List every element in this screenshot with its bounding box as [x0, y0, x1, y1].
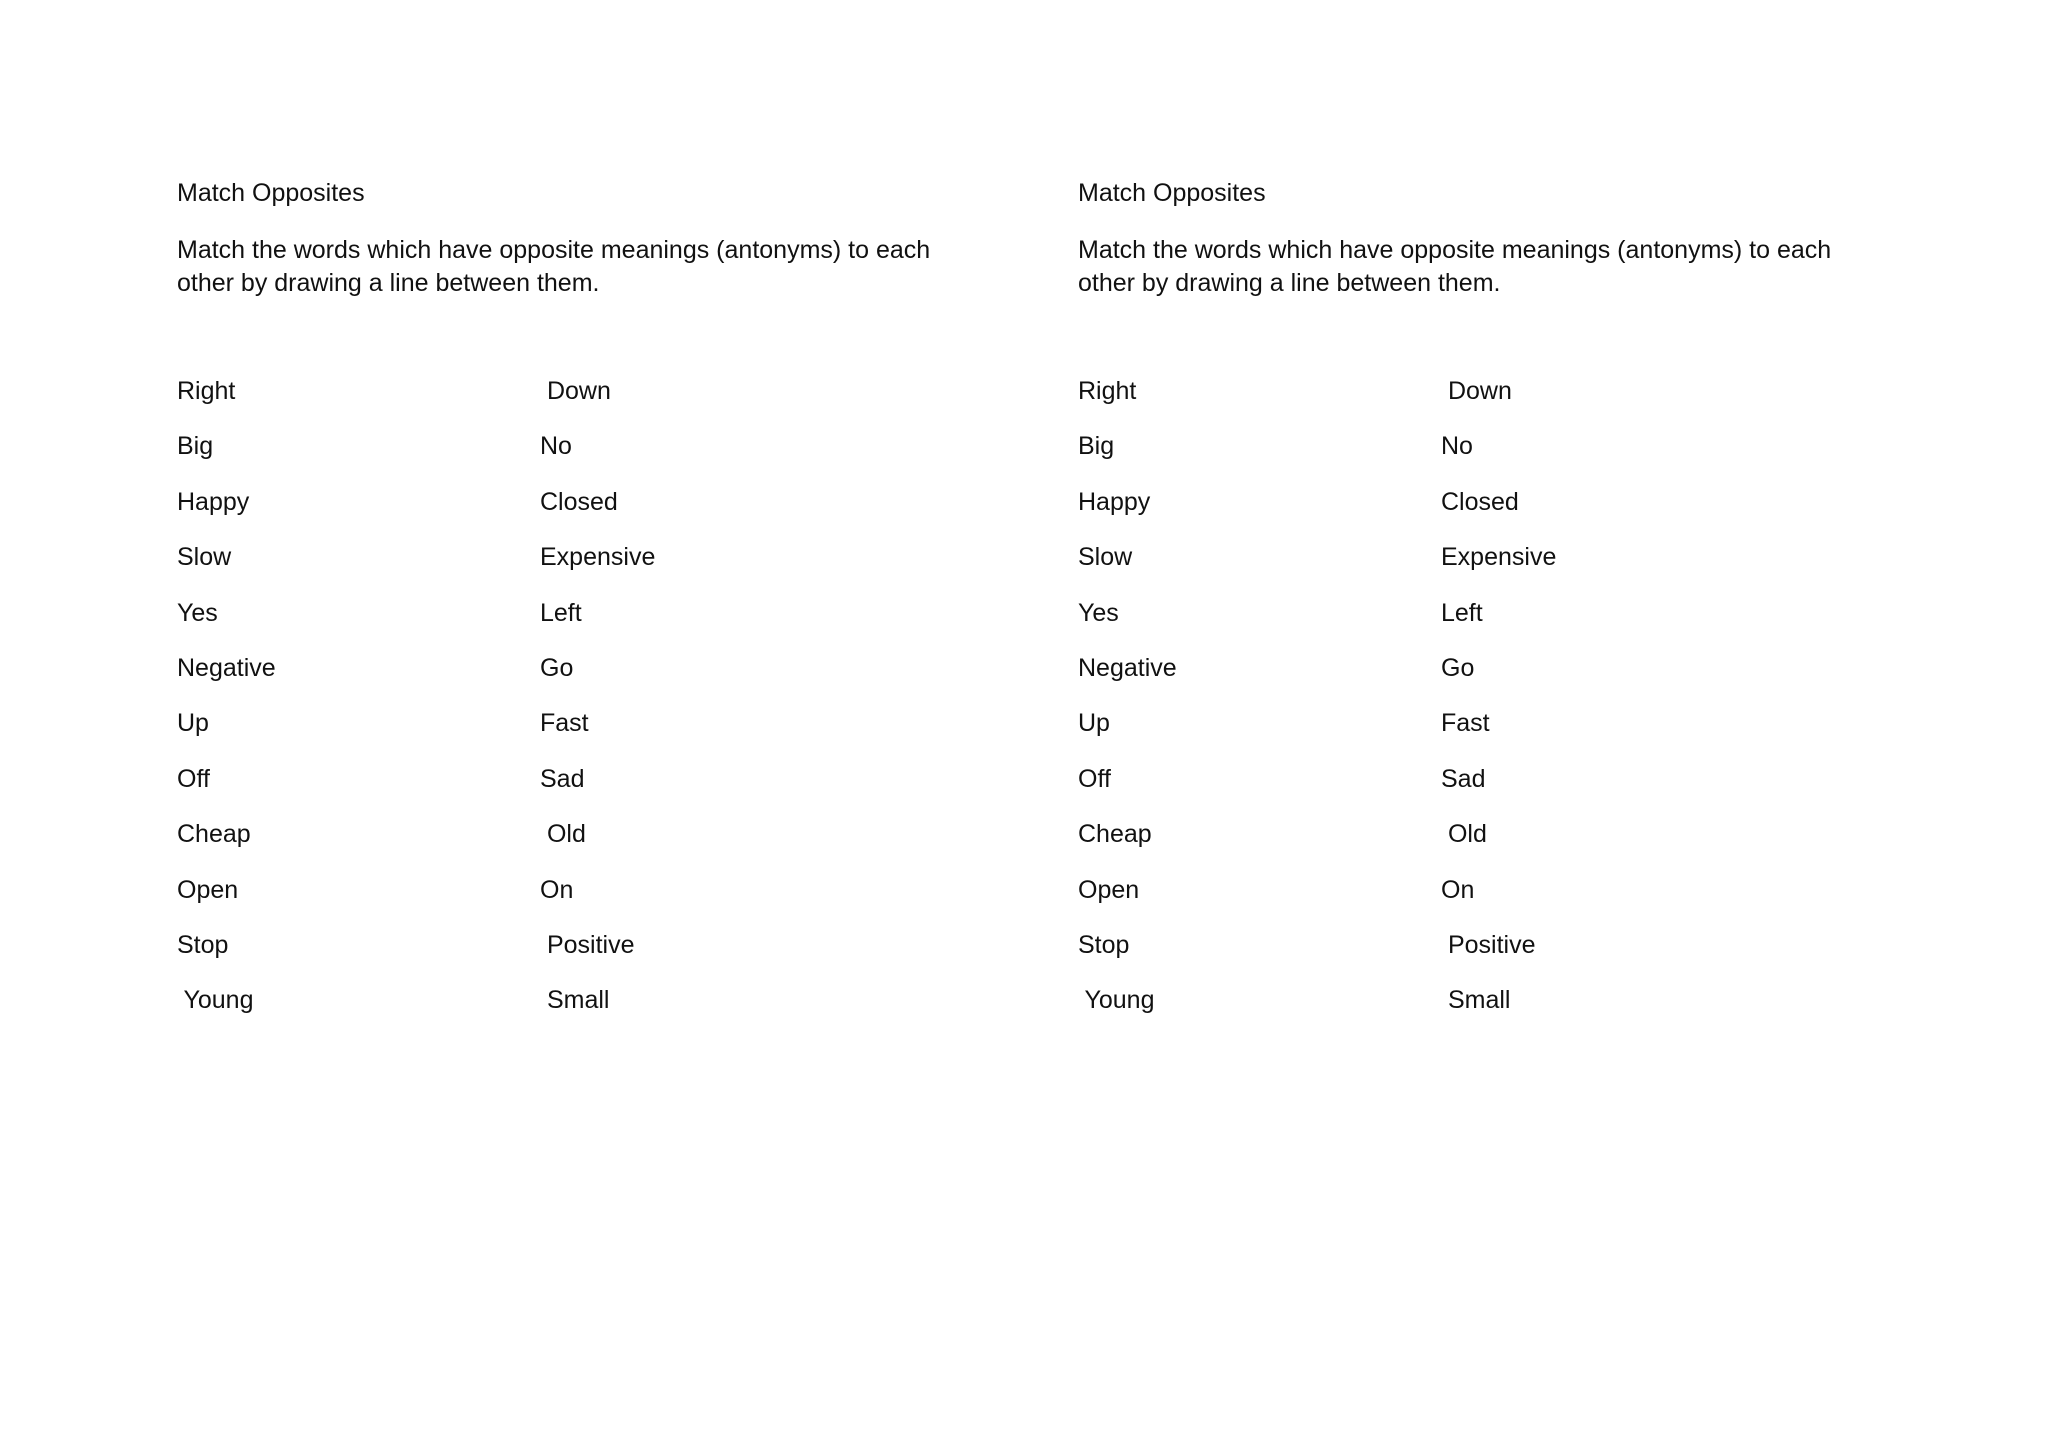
left-word: Right	[1078, 377, 1137, 405]
left-word: Happy	[1078, 487, 1151, 516]
left-word: Up	[177, 709, 209, 738]
left-word: Slow	[177, 543, 232, 572]
left-word: Big	[1078, 432, 1115, 461]
word-pair-row	[177, 542, 977, 597]
word-pair-row	[1078, 487, 1878, 542]
right-word: No	[540, 432, 572, 461]
right-word: Go	[540, 653, 574, 682]
word-pair-row	[177, 764, 977, 819]
word-pair-row	[1078, 376, 1878, 431]
left-word: Cheap	[177, 820, 251, 849]
left-word: Yes	[1078, 598, 1119, 627]
word-pair-row	[1078, 985, 1878, 1040]
word-pair-row	[177, 376, 977, 431]
left-word: Up	[1078, 709, 1110, 738]
word-pair-row	[177, 598, 977, 653]
word-pair-row	[1078, 653, 1878, 708]
right-word: Small	[540, 986, 610, 1015]
right-word: Expensive	[1441, 543, 1557, 572]
word-pairs-list	[1078, 376, 1878, 1041]
worksheet-title: Match Opposites	[177, 179, 365, 207]
word-pair-row	[1078, 598, 1878, 653]
right-word: Left	[1441, 598, 1483, 627]
worksheet-instructions: Match the words which have opposite meanings (antonyms) to each other by drawing a line between them.	[1078, 236, 1832, 297]
word-pair-row	[1078, 431, 1878, 486]
left-word: Negative	[177, 653, 276, 682]
word-pair-row	[1078, 764, 1878, 819]
left-word: Open	[1078, 875, 1140, 904]
left-word: Happy	[177, 487, 250, 516]
right-word: Old	[1441, 820, 1487, 849]
right-word: Sad	[1441, 764, 1486, 793]
right-word: Fast	[1441, 709, 1490, 738]
left-word: Stop	[1078, 930, 1130, 959]
right-word: Fast	[540, 709, 589, 738]
right-word: Left	[540, 598, 582, 627]
word-pair-row	[177, 708, 977, 763]
word-pair-row	[177, 653, 977, 708]
worksheet-left	[177, 178, 977, 1041]
left-word: Young	[177, 986, 254, 1015]
right-word: On	[540, 875, 574, 904]
right-word: Positive	[1441, 930, 1536, 959]
word-pair-row	[177, 431, 977, 486]
word-pair-row	[1078, 542, 1878, 597]
right-word: No	[1441, 432, 1473, 461]
word-pair-row	[177, 487, 977, 542]
right-word: Go	[1441, 653, 1475, 682]
left-word: Yes	[177, 598, 218, 627]
left-word: Off	[177, 764, 210, 793]
right-word: Down	[1441, 377, 1512, 405]
left-word: Negative	[1078, 653, 1177, 682]
right-word: On	[1441, 875, 1475, 904]
word-pair-row	[177, 985, 977, 1040]
left-word: Big	[177, 432, 214, 461]
left-word: Open	[177, 875, 239, 904]
right-word: Sad	[540, 764, 585, 793]
word-pair-row	[1078, 930, 1878, 985]
right-word: Small	[1441, 986, 1511, 1015]
right-word: Old	[540, 820, 586, 849]
right-word: Expensive	[540, 543, 656, 572]
left-word: Cheap	[1078, 820, 1152, 849]
right-word: Closed	[540, 487, 618, 516]
worksheet-right	[1078, 178, 1878, 1041]
left-word: Young	[1078, 986, 1155, 1015]
left-word: Off	[1078, 764, 1111, 793]
word-pair-row	[177, 875, 977, 930]
word-pair-row	[177, 930, 977, 985]
right-word: Positive	[540, 930, 635, 959]
word-pair-row	[1078, 708, 1878, 763]
word-pair-row	[1078, 875, 1878, 930]
left-word: Right	[177, 377, 236, 405]
left-word: Stop	[177, 930, 229, 959]
right-word: Closed	[1441, 487, 1519, 516]
left-word: Slow	[1078, 543, 1133, 572]
word-pair-row	[1078, 819, 1878, 874]
worksheet-title: Match Opposites	[1078, 179, 1266, 207]
word-pair-row	[177, 819, 977, 874]
worksheet-instructions: Match the words which have opposite meanings (antonyms) to each other by drawing a line between them.	[177, 236, 931, 297]
right-word: Down	[540, 377, 611, 405]
word-pairs-list	[177, 376, 977, 1041]
